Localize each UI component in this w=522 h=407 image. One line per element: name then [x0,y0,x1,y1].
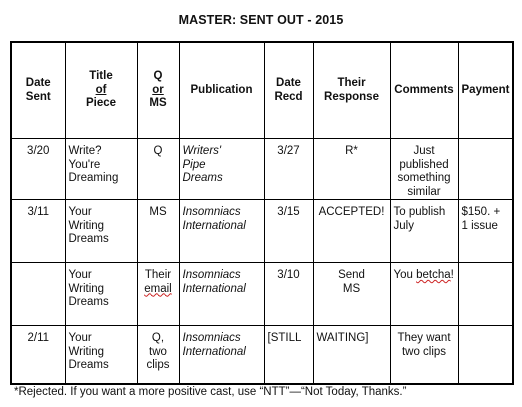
table-row [11,263,513,326]
header-date-recd: Date Recd [264,42,313,139]
cell-date-recd: 3/10 [264,263,313,326]
cell-publication: Writers' Pipe Dreams [179,139,264,200]
cell-q-ms: Q, two clips [137,326,179,384]
header-comments: Comments [390,42,458,139]
cell-response: Send MS [313,263,390,326]
cell-payment [458,139,513,200]
cell-comments: You betcha! [390,263,458,326]
cell-publication: Insomniacs International [179,326,264,384]
cell-date-sent: 3/20 [11,139,65,200]
cell-publication: Insomniacs International [179,200,264,263]
cell-date-sent [11,263,65,326]
cell-date-recd: 3/27 [264,139,313,200]
cell-payment [458,326,513,384]
cell-date-recd: 3/15 [264,200,313,263]
cell-payment [458,263,513,326]
cell-comments: To publish July [390,200,458,263]
cell-date-recd: [STILL [264,326,313,384]
table-row [11,139,513,200]
table-row [11,200,513,263]
cell-response: R* [313,139,390,200]
header-their-response: Their Response [313,42,390,139]
header-payment: Payment [458,42,513,139]
header-row [11,42,513,139]
submission-tracker-table [10,41,514,385]
footnote: *Rejected. If you want a more positive cast, use “NTT”—“Not Today, Thanks.” [14,386,407,398]
header-title-of-piece: Title of Piece [65,42,137,139]
cell-title: Write? You're Dreaming [65,139,137,200]
table-row [11,326,513,384]
cell-title: Your Writing Dreams [65,263,137,326]
cell-comments: Just published something similar [390,139,458,200]
cell-title: Your Writing Dreams [65,326,137,384]
cell-q-ms: Q [137,139,179,200]
cell-q-ms: Their email [137,263,179,326]
cell-date-sent: 3/11 [11,200,65,263]
header-q-or-ms: Q or MS [137,42,179,139]
cell-response: ACCEPTED! [313,200,390,263]
header-date-sent: Date Sent [11,42,65,139]
cell-publication: Insomniacs International [179,263,264,326]
cell-q-ms: MS [137,200,179,263]
cell-title: Your Writing Dreams [65,200,137,263]
cell-date-sent: 2/11 [11,326,65,384]
document-title: MASTER: SENT OUT - 2015 [178,13,344,27]
cell-payment: $150. + 1 issue [458,200,513,263]
cell-response: WAITING] [313,326,390,384]
header-publication: Publication [179,42,264,139]
cell-comments: They want two clips [390,326,458,384]
